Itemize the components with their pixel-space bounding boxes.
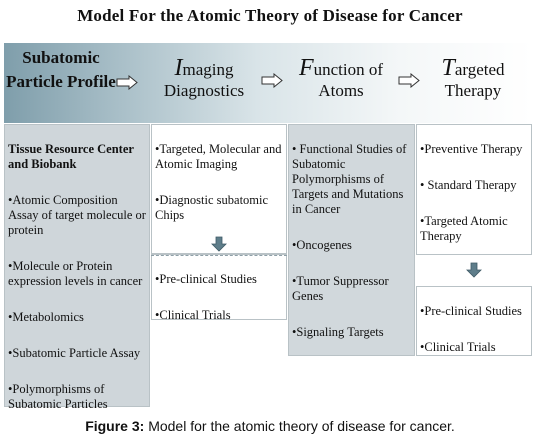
imaging-items (152, 125, 286, 244)
header-imaging-initial: I (174, 55, 183, 81)
right-arrow-icon (398, 73, 420, 88)
header-function-initial: F (298, 55, 314, 81)
list-item: •Molecule or Protein expression levels in cancer (8, 259, 143, 288)
figure-caption (0, 418, 540, 434)
diagram-title: Model For the Atomic Theory of Disease for Cancer (77, 6, 463, 25)
header-subatomic-label: Subatomic Particle Profile (6, 48, 116, 91)
header-therapy-initial: T (441, 55, 455, 81)
list-item: •Targeted, Molecular and Atomic Imaging (155, 142, 282, 171)
list-item: •Diagnostic subatomic Chips (155, 193, 269, 222)
down-arrow-icon (466, 262, 482, 278)
imaging-trial-items (152, 255, 286, 344)
caption-label: Figure 3: (85, 418, 145, 434)
subatomic-items (5, 125, 149, 433)
column-targeted-therapy (416, 124, 532, 255)
therapy-items (417, 125, 531, 265)
right-arrow-icon (261, 73, 283, 88)
list-item: •Clinical Trials (155, 308, 231, 322)
column-subatomic-particle-profile (4, 124, 150, 411)
list-item: •Oncogenes (292, 238, 352, 252)
list-item: •Pre-clinical Studies (420, 304, 522, 318)
header-imaging-label: maging Diagnostics (163, 60, 245, 100)
column-therapy-trials (416, 286, 532, 356)
list-item: •Subatomic Particle Assay (8, 346, 141, 360)
column-imaging-trials (151, 254, 287, 320)
right-arrow-icon (116, 75, 138, 90)
therapy-trial-items (417, 287, 531, 376)
list-item: •Atomic Composition Assay of target molecule or protein (8, 193, 146, 237)
header-function-label: unction of Atoms (313, 60, 384, 100)
list-item: •Preventive Therapy (420, 142, 523, 156)
header-imaging-diagnostics (146, 55, 262, 101)
list-item: •Pre-clinical Studies (155, 272, 257, 286)
header-subatomic-particle-profile (6, 46, 116, 94)
column-function-of-atoms (288, 124, 415, 356)
down-arrow-icon (211, 236, 227, 252)
list-item: •Signaling Targets (292, 325, 384, 339)
divider (151, 255, 287, 256)
list-item: • Functional Studies of Subatomic Polymorphisms of Targets and Mutations in Cancer (292, 142, 407, 216)
list-item: •Polymorphisms of Subatomic Particles (8, 382, 108, 411)
list-item: Tissue Resource Center and Biobank (8, 142, 134, 171)
list-item: •Metabolomics (8, 310, 84, 324)
list-item: • Standard Therapy (420, 178, 517, 192)
column-imaging-diagnostics (151, 124, 287, 254)
header-targeted-therapy (418, 55, 528, 101)
list-item: •Targeted Atomic Therapy (420, 214, 508, 243)
header-therapy-label: argeted Therapy (444, 60, 505, 100)
list-item: •Tumor Suppressor Genes (292, 274, 389, 303)
header-function-of-atoms (284, 55, 398, 101)
function-items (289, 125, 414, 361)
list-item: •Clinical Trials (420, 340, 496, 354)
caption-text: Model for the atomic theory of disease for cancer. (144, 418, 455, 434)
